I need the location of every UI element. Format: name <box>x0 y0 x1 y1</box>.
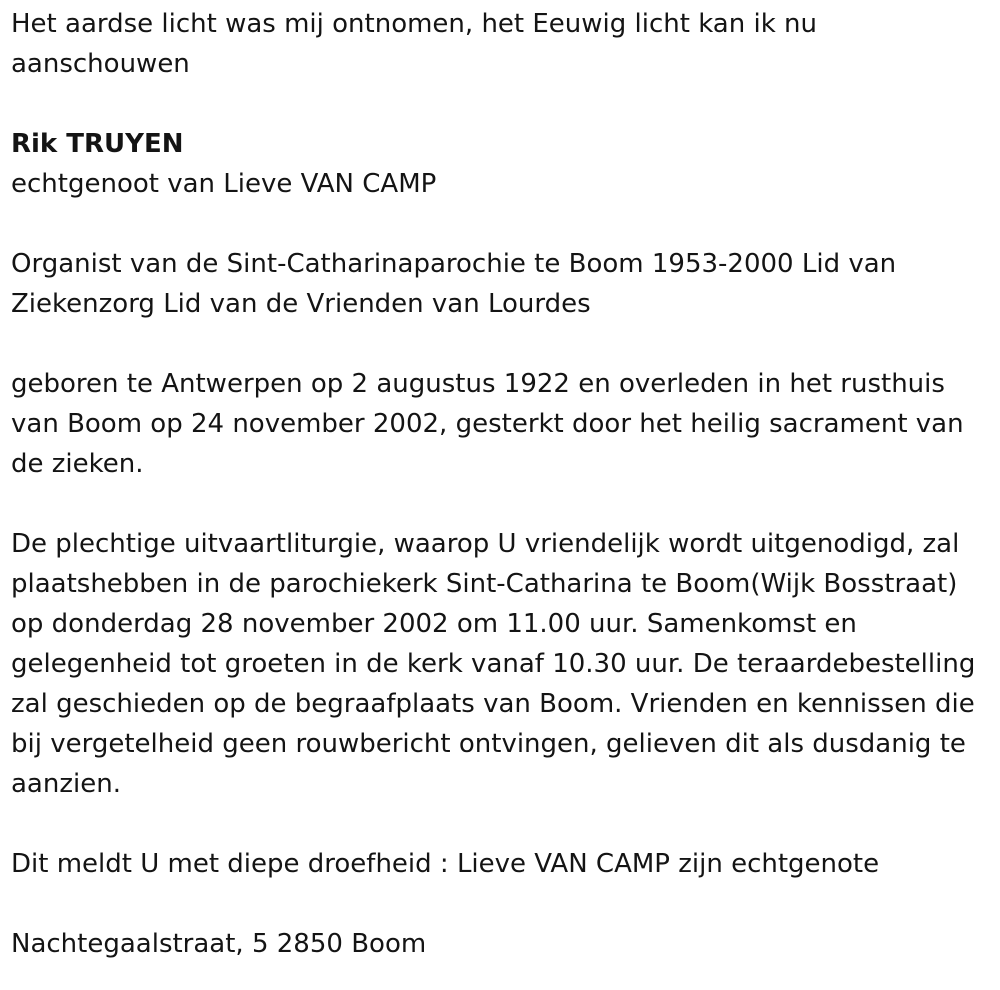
roles-text: Organist van de Sint-Catharinaparochie te Boom 1953-2000 Lid van Ziekenzorg Lid van de Vrienden van Lourdes <box>11 249 897 319</box>
obituary-notice <box>11 4 993 964</box>
deceased-name: Rik TRUYEN <box>11 129 184 159</box>
motto-text: Het aardse licht was mij ontnomen, het Eeuwig licht kan ik nu aanschouwen <box>11 9 817 79</box>
spouse-text: echtgenoot van Lieve VAN CAMP <box>11 169 437 199</box>
funeral-text: De plechtige uitvaartliturgie, waarop U vriendelijk wordt uitgenodigd, zal plaatshebben in de parochiekerk Sint-Catharina te Boom(Wijk Bosstraat) op donderdag 28 november 2002 om 11.00 uur. Samenkomst en gelegenheid tot groeten in de kerk vanaf 10.30 uur. De teraardebestelling zal geschieden op de begraafplaats van Boom. Vrienden en kennissen die bij vergetelheid geen rouwbericht ontvingen, gelieven dit als dusdanig te aanzien. <box>11 529 976 799</box>
birth-death-text: geboren te Antwerpen op 2 augustus 1922 en overleden in het rusthuis van Boom op 24 november 2002, gesterkt door het heilig sacrament van de zieken. <box>11 369 964 479</box>
address-text: Nachtegaalstraat, 5 2850 Boom <box>11 929 427 959</box>
announcement-text: Dit meldt U met diepe droefheid : Lieve VAN CAMP zijn echtgenote <box>11 849 880 879</box>
